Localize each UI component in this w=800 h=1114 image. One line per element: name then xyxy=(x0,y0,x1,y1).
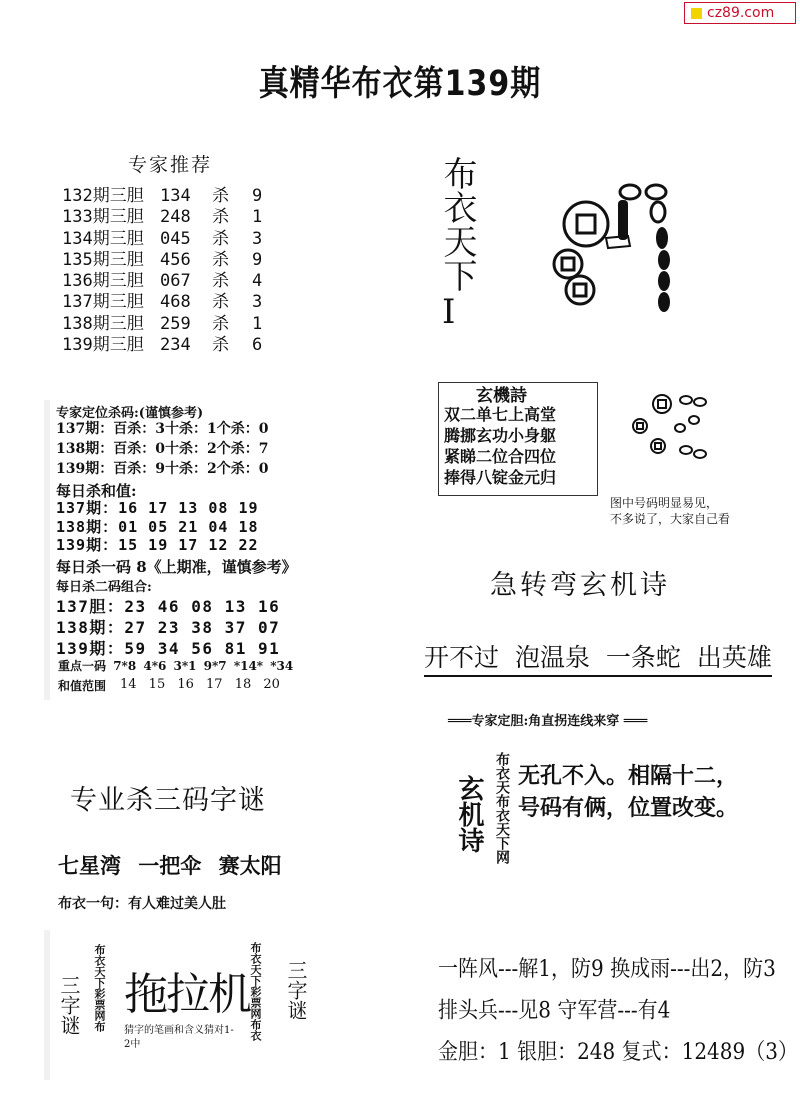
position-kill-row: 138期：百杀：0十杀：2个杀：7 xyxy=(56,441,269,457)
daily-two-heading: 每日杀二码组合: xyxy=(56,580,152,595)
bottom-line: 金胆：1 银胆：248 复式：12489（3） xyxy=(438,1037,798,1065)
vertical-site-text: 布衣天布衣天下网 xyxy=(494,752,510,864)
vertical-site-text-right: 布衣天下彩票网布衣 xyxy=(249,942,262,1041)
expert-row: 136期三胆 067 杀 4 xyxy=(62,271,263,292)
coins-beads-illustration xyxy=(546,178,706,324)
expert-list xyxy=(62,186,262,356)
watermark-text: cz89.com xyxy=(707,5,775,21)
expert-dan-line: ═══专家定胆:角直拐连线来穿 ═══ xyxy=(448,714,648,729)
expert-row: 134期三胆 045 杀 3 xyxy=(62,228,263,249)
expert-row: 139期三胆 234 杀 6 xyxy=(62,335,263,356)
daily-one-code: 每日杀一码 8《上期准，谨慎参考》 xyxy=(56,558,297,576)
poem-line: 紧睇二位合四位 xyxy=(444,447,557,466)
site-watermark xyxy=(684,2,796,24)
position-kill-list xyxy=(56,419,268,479)
poem-line: 捧得八锭金元归 xyxy=(444,468,557,487)
riddle-verse-line: 无孔不入。相隔十二， xyxy=(518,763,739,789)
daily-sum-row: 139期：15 19 17 12 22 xyxy=(56,536,259,554)
small-coins-illustration xyxy=(628,390,728,470)
riddle-title: 专业杀三码字谜 xyxy=(70,785,266,816)
riddle-sentence: 布衣一句：有人难过美人肚 xyxy=(58,896,226,912)
expert-row: 137期三胆 468 杀 3 xyxy=(62,292,263,313)
expert-row: 132期三胆 134 杀 9 xyxy=(62,186,263,206)
daily-sum-heading: 每日杀和值: xyxy=(56,482,137,500)
brain-teaser-phrase: 开不过 泡温泉 一条蛇 出英雄 xyxy=(424,638,772,677)
daily-two-list xyxy=(56,596,280,659)
expert-heading: 专家推荐 xyxy=(128,154,213,176)
bottom-line: 一阵风---解1，防9 换成雨---出2，防3 xyxy=(438,954,776,982)
riddle-line: 七星湾 一把伞 赛太阳 xyxy=(58,853,282,878)
yellow-square-icon xyxy=(691,8,702,19)
daily-two-row: 137胆：23 46 08 13 16 xyxy=(56,597,281,616)
brain-teaser-title: 急转弯玄机诗 xyxy=(490,570,670,601)
poem-title: 玄機詩 xyxy=(476,386,527,406)
expert-row: 138期三胆 259 杀 1 xyxy=(62,313,263,334)
vertical-site-text-left: 布衣天下彩票网布 xyxy=(93,944,106,1032)
bottom-results xyxy=(438,948,798,1072)
poem-line: 腾挪玄功小身躯 xyxy=(444,426,557,445)
riddle-hint: 猜字的笔画和含义猜对1-2中 xyxy=(124,1025,234,1050)
poem-lines xyxy=(444,404,556,488)
sum-range-values: 14 15 16 17 18 20 xyxy=(120,677,280,692)
daily-two-row: 138期：27 23 38 37 07 xyxy=(56,618,281,637)
panel-edge-left xyxy=(44,400,50,700)
riddle-verse-line: 号码有俩，位置改变。 xyxy=(518,795,739,821)
position-kill-row: 139期：百杀：9十杀：2个杀：0 xyxy=(56,461,269,477)
daily-two-row: 139期：59 34 56 81 91 xyxy=(56,639,281,658)
expert-row: 135期三胆 456 杀 9 xyxy=(62,249,263,270)
bu-yi-roman-numeral: I xyxy=(442,292,456,332)
focus-code-label: 重点一码 xyxy=(58,659,107,673)
bottom-line: 排头兵---见8 守军营---有4 xyxy=(438,996,671,1024)
daily-sum-row: 137期：16 17 13 08 19 xyxy=(56,499,259,517)
three-char-riddle-left: 三字谜 xyxy=(57,975,81,1035)
riddle-big-word: 拖拉机 xyxy=(124,969,250,1020)
xuan-ji-shi-vertical: 玄机诗 xyxy=(454,775,484,853)
three-char-riddle-right: 三字谜 xyxy=(284,960,308,1020)
position-kill-row: 137期：百杀：3十杀：1个杀：0 xyxy=(56,421,269,437)
expert-row: 133期三胆 248 杀 1 xyxy=(62,207,263,228)
bu-yi-vertical-title: 布衣天下 xyxy=(437,156,477,292)
riddle-verse xyxy=(518,760,738,824)
panel-edge-bottom-left xyxy=(44,930,50,1080)
daily-sum-list xyxy=(56,499,259,555)
focus-code xyxy=(58,657,293,674)
sum-range-label: 和值范围 xyxy=(58,679,107,693)
illustration-note: 图中号码明显易见， 不多说了，大家自己看 xyxy=(610,496,731,526)
daily-sum-row: 138期：01 05 21 04 18 xyxy=(56,517,259,536)
page-title: 真精华布衣第139期 xyxy=(258,63,542,105)
poem-line: 双二单七上高堂 xyxy=(444,405,557,424)
focus-code-values: 7*8 4*6 3*1 9*7 *14* *34 xyxy=(113,659,294,673)
position-kill-heading: 专家定位杀码:(谨慎参考) xyxy=(56,406,204,421)
